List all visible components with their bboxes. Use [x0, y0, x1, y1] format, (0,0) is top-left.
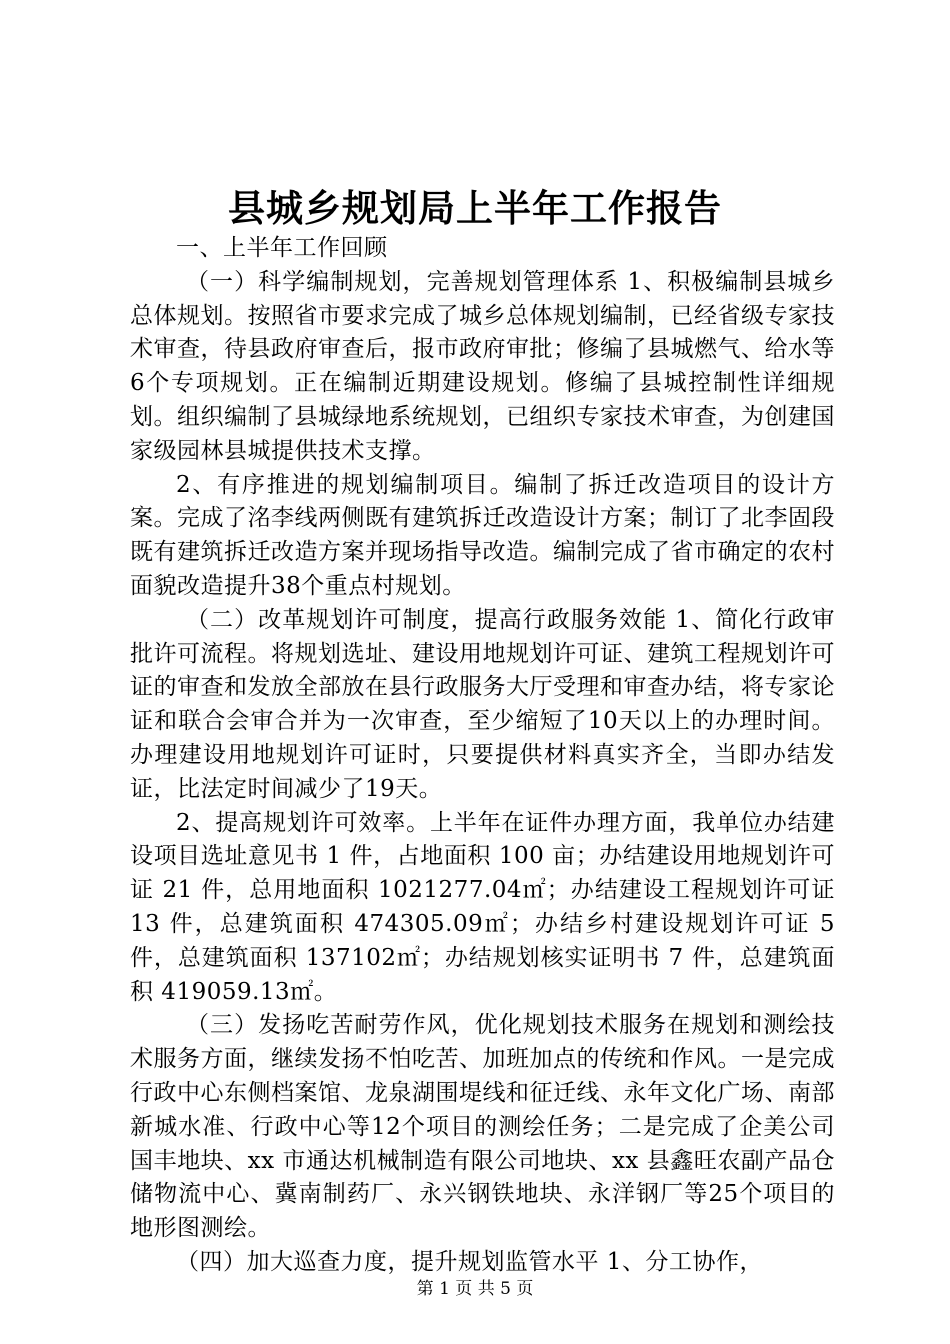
document-title: 县城乡规划局上半年工作报告 [228, 186, 722, 230]
section-heading: 一、上半年工作回顾 [176, 235, 388, 261]
paragraph: （二）改革规划许可制度，提高行政服务效能 1、简化行政审批许可流程。将规划选址、建设用地规划许可证、建筑工程规划许可证的审查和发放全部放在县行政服务大厅受理和审查办结，将专家论证和联合会审合并为一次审查，至少缩短了10天以上的办理时间。办理建设用地规划许可证时，只要提供材料真实齐全，当即办结发证，比法定时间减少了19天。 [130, 606, 835, 802]
paragraph: 2、提高规划许可效率。上半年在证件办理方面，我单位办结建设项目选址意见书 1 件，占地面积 100 亩；办结建设用地规划许可证 21 件，总用地面积 1021277.04㎡；办结建设工程规划许可证 13 件，总建筑面积 474305.09㎡；办结乡村建设规划许可证 5 件，总建筑面积 137102㎡；办结规划核实证明书 7 件，总建筑面积 419059.13㎡。 [130, 809, 835, 1005]
paragraph: （四）加大巡查力度，提升规划监管水平 1、分工协作， [176, 1248, 763, 1275]
paragraph: （三）发扬吃苦耐劳作风，优化规划技术服务在规划和测绘技术服务方面，继续发扬不怕吃苦、加班加点的传统和作风。一是完成行政中心东侧档案馆、龙泉湖围堤线和征迁线、永年文化广场、南部新城水准、行政中心等12个项目的测绘任务；二是完成了企美公司国丰地块、xx 市通达机械制造有限公司地块、xx 县鑫旺农副产品仓储物流中心、冀南制药厂、永兴钢铁地块、永洋钢厂等25个项目的地形图测绘。 [130, 1012, 835, 1242]
paragraph: （一）科学编制规划，完善规划管理体系 1、积极编制县城乡总体规划。按照省市要求完成了城乡总体规划编制，已经省级专家技术审查，待县政府审查后，报市政府审批；修编了县城燃气、给水等6个专项规划。正在编制近期建设规划。修编了县城控制性详细规划。组织编制了县城绿地系统规划，已组织专家技术审查，为创建国家级园林县城提供技术支撑。 [130, 268, 835, 464]
page-footer: 第 1 页 共 5 页 [416, 1279, 534, 1299]
document-body [130, 232, 835, 1280]
paragraph: 2、有序推进的规划编制项目。编制了拆迁改造项目的设计方案。完成了洺李线两侧既有建筑拆迁改造设计方案；制订了北李固段既有建筑拆迁改造方案并现场指导改造。编制完成了省市确定的农村面貌改造提升38个重点村规划。 [130, 471, 835, 599]
